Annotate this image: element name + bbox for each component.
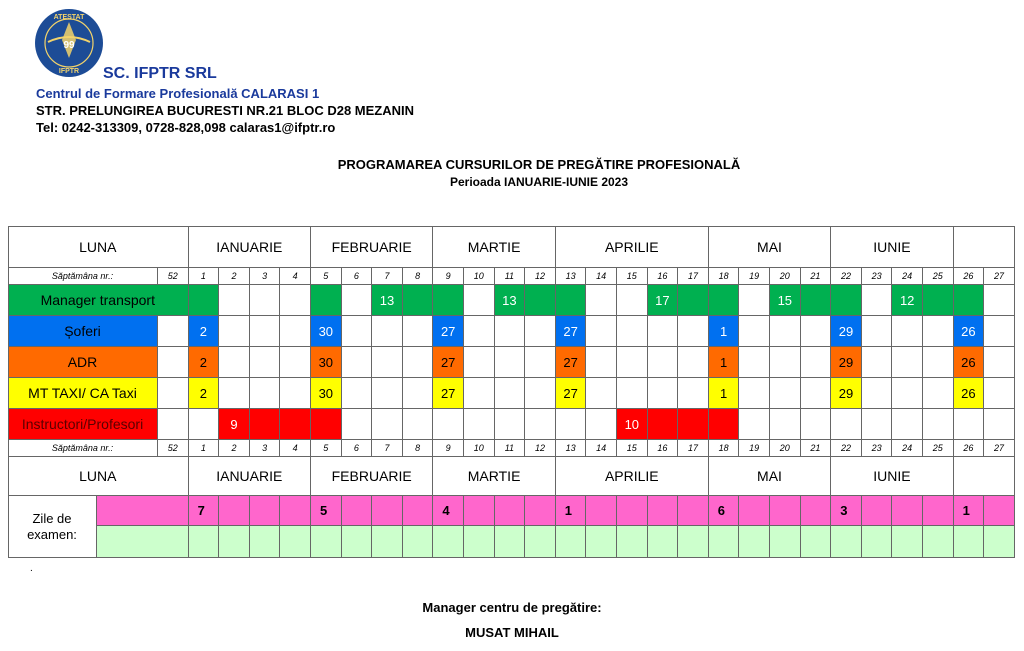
week-cell bbox=[801, 285, 832, 316]
week-number-bottom: 3 bbox=[250, 440, 281, 457]
course-start-date: 26 bbox=[954, 347, 985, 378]
week-number-top: 27 bbox=[984, 268, 1015, 285]
week-cell bbox=[556, 409, 587, 440]
week-number-top: 16 bbox=[648, 268, 679, 285]
exam-days-label: Zile de examen: bbox=[8, 496, 97, 558]
footer-dot: . bbox=[30, 563, 33, 574]
week-number-top: 52 bbox=[158, 268, 189, 285]
exam-day-value: 7 bbox=[189, 496, 220, 526]
exam-cell bbox=[280, 496, 311, 526]
exam-cell bbox=[495, 526, 526, 558]
week-cell bbox=[311, 409, 342, 440]
exam-cell bbox=[801, 496, 832, 526]
exam-cell bbox=[97, 526, 189, 558]
week-cell bbox=[954, 285, 985, 316]
week-number-top: 24 bbox=[892, 268, 923, 285]
week-cell bbox=[586, 285, 617, 316]
week-number-bottom: 7 bbox=[372, 440, 403, 457]
month-header-bottom: IANUARIE bbox=[189, 457, 311, 496]
course-start-date: 2 bbox=[189, 316, 220, 347]
week-cell bbox=[525, 347, 556, 378]
week-number-top: 22 bbox=[831, 268, 862, 285]
document-subtitle: Perioada IANUARIE-IUNIE 2023 bbox=[449, 175, 629, 189]
exam-cell bbox=[372, 526, 403, 558]
week-number-top: 25 bbox=[923, 268, 954, 285]
week-cell bbox=[219, 347, 250, 378]
week-number-top: 5 bbox=[311, 268, 342, 285]
week-number-bottom: 52 bbox=[158, 440, 189, 457]
week-cell bbox=[403, 347, 434, 378]
week-cell bbox=[862, 378, 893, 409]
course-start-date: 26 bbox=[954, 316, 985, 347]
exam-cell bbox=[709, 526, 740, 558]
week-number-top: 15 bbox=[617, 268, 648, 285]
exam-cell bbox=[892, 496, 923, 526]
week-cell bbox=[464, 378, 495, 409]
week-cell bbox=[433, 285, 464, 316]
exam-cell bbox=[648, 526, 679, 558]
week-cell bbox=[770, 409, 801, 440]
week-cell bbox=[219, 316, 250, 347]
week-cell bbox=[403, 285, 434, 316]
course-start-date: 29 bbox=[831, 347, 862, 378]
week-cell bbox=[923, 285, 954, 316]
course-start-date: 15 bbox=[770, 285, 801, 316]
week-number-bottom: 4 bbox=[280, 440, 311, 457]
exam-cell bbox=[892, 526, 923, 558]
week-number-top: 20 bbox=[770, 268, 801, 285]
week-cell bbox=[372, 378, 403, 409]
exam-cell bbox=[648, 496, 679, 526]
document-title: PROGRAMAREA CURSURILOR DE PREGĂTIRE PROFESIONALĂ bbox=[337, 157, 741, 172]
week-cell bbox=[250, 347, 281, 378]
exam-cell bbox=[862, 496, 893, 526]
week-number-top: 19 bbox=[739, 268, 770, 285]
exam-cell bbox=[739, 496, 770, 526]
week-number-bottom: 15 bbox=[617, 440, 648, 457]
week-cell bbox=[678, 347, 709, 378]
week-number-bottom: 9 bbox=[433, 440, 464, 457]
week-cell bbox=[372, 316, 403, 347]
week-number-top: 3 bbox=[250, 268, 281, 285]
week-number-top: 21 bbox=[801, 268, 832, 285]
month-header-top: IANUARIE bbox=[189, 226, 311, 268]
exam-cell bbox=[525, 526, 556, 558]
week-cell bbox=[892, 347, 923, 378]
training-center-name: Centrul de Formare Profesională CALARASI 1 bbox=[36, 86, 320, 101]
week-cell bbox=[280, 409, 311, 440]
exam-cell bbox=[984, 526, 1015, 558]
week-cell bbox=[158, 316, 189, 347]
month-header-bottom: APRILIE bbox=[556, 457, 709, 496]
week-cell bbox=[495, 316, 526, 347]
exam-cell bbox=[250, 496, 281, 526]
week-cell bbox=[862, 285, 893, 316]
week-cell bbox=[739, 316, 770, 347]
course-start-date: 2 bbox=[189, 378, 220, 409]
week-cell bbox=[892, 316, 923, 347]
week-cell bbox=[709, 409, 740, 440]
luna-label-top: LUNA bbox=[8, 226, 189, 268]
course-start-date: 27 bbox=[556, 316, 587, 347]
week-cell bbox=[464, 316, 495, 347]
week-cell bbox=[862, 347, 893, 378]
week-cell bbox=[801, 347, 832, 378]
week-cell bbox=[678, 409, 709, 440]
week-cell bbox=[678, 316, 709, 347]
week-label-top: Săptămâna nr.: bbox=[8, 268, 158, 285]
week-cell bbox=[801, 409, 832, 440]
week-cell bbox=[403, 378, 434, 409]
course-start-date: 1 bbox=[709, 316, 740, 347]
exam-cell bbox=[342, 496, 373, 526]
week-cell bbox=[770, 316, 801, 347]
week-cell bbox=[678, 378, 709, 409]
week-cell bbox=[984, 409, 1015, 440]
week-cell bbox=[923, 378, 954, 409]
week-number-bottom: 20 bbox=[770, 440, 801, 457]
course-start-date: 27 bbox=[556, 347, 587, 378]
exam-cell bbox=[495, 496, 526, 526]
exam-cell bbox=[739, 526, 770, 558]
exam-cell bbox=[556, 526, 587, 558]
company-address: STR. PRELUNGIREA BUCURESTI NR.21 BLOC D28 MEZANIN bbox=[36, 103, 414, 118]
week-number-bottom: 2 bbox=[219, 440, 250, 457]
week-cell bbox=[617, 316, 648, 347]
course-start-date: 27 bbox=[433, 378, 464, 409]
course-start-date: 27 bbox=[433, 347, 464, 378]
exam-cell bbox=[586, 526, 617, 558]
week-cell bbox=[372, 409, 403, 440]
week-cell bbox=[403, 316, 434, 347]
week-cell bbox=[984, 285, 1015, 316]
exam-cell bbox=[464, 526, 495, 558]
week-number-top: 14 bbox=[586, 268, 617, 285]
exam-cell bbox=[342, 526, 373, 558]
week-number-bottom: 12 bbox=[525, 440, 556, 457]
exam-day-value: 5 bbox=[311, 496, 342, 526]
month-header-top: APRILIE bbox=[556, 226, 709, 268]
week-cell bbox=[831, 285, 862, 316]
week-cell bbox=[280, 285, 311, 316]
week-number-bottom: 11 bbox=[495, 440, 526, 457]
week-cell bbox=[342, 378, 373, 409]
course-name-4: MT TAXI/ CA Taxi bbox=[8, 378, 158, 409]
luna-label-bottom: LUNA bbox=[8, 457, 189, 496]
week-cell bbox=[586, 378, 617, 409]
week-number-top: 1 bbox=[189, 268, 220, 285]
exam-cell bbox=[923, 496, 954, 526]
course-start-date: 30 bbox=[311, 316, 342, 347]
week-cell bbox=[464, 347, 495, 378]
month-header-blank-top bbox=[954, 226, 1015, 268]
week-cell bbox=[280, 378, 311, 409]
exam-cell bbox=[219, 496, 250, 526]
exam-cell bbox=[525, 496, 556, 526]
exam-cell bbox=[801, 526, 832, 558]
week-number-bottom: 27 bbox=[984, 440, 1015, 457]
week-cell bbox=[189, 285, 220, 316]
course-start-date: 26 bbox=[954, 378, 985, 409]
exam-cell bbox=[923, 526, 954, 558]
course-name-1: Manager transport bbox=[8, 285, 189, 316]
week-number-bottom: 8 bbox=[403, 440, 434, 457]
week-cell bbox=[158, 378, 189, 409]
week-number-bottom: 21 bbox=[801, 440, 832, 457]
week-number-bottom: 13 bbox=[556, 440, 587, 457]
week-cell bbox=[923, 316, 954, 347]
week-cell bbox=[678, 285, 709, 316]
week-cell bbox=[158, 409, 189, 440]
week-cell bbox=[984, 347, 1015, 378]
week-cell bbox=[831, 409, 862, 440]
week-cell bbox=[495, 409, 526, 440]
week-number-top: 23 bbox=[862, 268, 893, 285]
exam-cell bbox=[984, 496, 1015, 526]
week-number-bottom: 5 bbox=[311, 440, 342, 457]
course-start-date: 9 bbox=[219, 409, 250, 440]
week-cell bbox=[495, 347, 526, 378]
course-start-date: 17 bbox=[648, 285, 679, 316]
week-number-bottom: 17 bbox=[678, 440, 709, 457]
exam-cell bbox=[280, 526, 311, 558]
course-start-date: 30 bbox=[311, 378, 342, 409]
week-number-top: 4 bbox=[280, 268, 311, 285]
week-number-bottom: 14 bbox=[586, 440, 617, 457]
week-cell bbox=[342, 347, 373, 378]
week-cell bbox=[495, 378, 526, 409]
week-number-top: 7 bbox=[372, 268, 403, 285]
week-number-bottom: 19 bbox=[739, 440, 770, 457]
week-cell bbox=[648, 347, 679, 378]
course-start-date: 10 bbox=[617, 409, 648, 440]
week-cell bbox=[617, 285, 648, 316]
week-cell bbox=[556, 285, 587, 316]
logo-text-top: ATESTAT bbox=[53, 14, 85, 21]
exam-cell bbox=[189, 526, 220, 558]
week-number-bottom: 16 bbox=[648, 440, 679, 457]
month-header-top: IUNIE bbox=[831, 226, 953, 268]
month-header-bottom: MARTIE bbox=[433, 457, 555, 496]
week-cell bbox=[862, 316, 893, 347]
signature-name: MUSAT MIHAIL bbox=[465, 625, 559, 640]
month-header-top: MARTIE bbox=[433, 226, 555, 268]
week-number-top: 6 bbox=[342, 268, 373, 285]
week-cell bbox=[586, 316, 617, 347]
week-cell bbox=[189, 409, 220, 440]
exam-cell bbox=[831, 526, 862, 558]
exam-cell bbox=[954, 526, 985, 558]
month-header-blank-bottom bbox=[954, 457, 1015, 496]
week-number-bottom: 25 bbox=[923, 440, 954, 457]
week-cell bbox=[739, 347, 770, 378]
exam-cell bbox=[586, 496, 617, 526]
week-cell bbox=[372, 347, 403, 378]
month-header-top: FEBRUARIE bbox=[311, 226, 433, 268]
month-header-bottom: FEBRUARIE bbox=[311, 457, 433, 496]
week-number-top: 9 bbox=[433, 268, 464, 285]
week-cell bbox=[709, 285, 740, 316]
week-cell bbox=[280, 347, 311, 378]
course-start-date: 29 bbox=[831, 378, 862, 409]
exam-cell bbox=[433, 526, 464, 558]
week-cell bbox=[770, 378, 801, 409]
course-start-date: 12 bbox=[892, 285, 923, 316]
exam-cell bbox=[770, 526, 801, 558]
week-cell bbox=[219, 285, 250, 316]
week-cell bbox=[617, 378, 648, 409]
week-cell bbox=[525, 378, 556, 409]
week-cell bbox=[342, 316, 373, 347]
week-cell bbox=[923, 409, 954, 440]
week-number-top: 10 bbox=[464, 268, 495, 285]
week-number-bottom: 1 bbox=[189, 440, 220, 457]
exam-day-value: 4 bbox=[433, 496, 464, 526]
week-cell bbox=[280, 316, 311, 347]
course-name-5: Instructori/Profesori bbox=[8, 409, 158, 440]
course-name-3: ADR bbox=[8, 347, 158, 378]
week-cell bbox=[586, 347, 617, 378]
course-start-date: 30 bbox=[311, 347, 342, 378]
exam-cell bbox=[770, 496, 801, 526]
week-number-bottom: 18 bbox=[709, 440, 740, 457]
course-start-date: 2 bbox=[189, 347, 220, 378]
week-cell bbox=[739, 285, 770, 316]
exam-cell bbox=[678, 496, 709, 526]
week-number-top: 11 bbox=[495, 268, 526, 285]
week-number-bottom: 26 bbox=[954, 440, 985, 457]
exam-cell bbox=[219, 526, 250, 558]
course-name-2: Șoferi bbox=[8, 316, 158, 347]
week-cell bbox=[801, 378, 832, 409]
exam-cell bbox=[311, 526, 342, 558]
week-number-bottom: 6 bbox=[342, 440, 373, 457]
week-number-bottom: 22 bbox=[831, 440, 862, 457]
week-cell bbox=[250, 316, 281, 347]
week-cell bbox=[617, 347, 648, 378]
week-cell bbox=[984, 316, 1015, 347]
signature-role: Manager centru de pregătire: bbox=[422, 600, 602, 615]
exam-cell bbox=[250, 526, 281, 558]
week-cell bbox=[342, 409, 373, 440]
week-cell bbox=[648, 409, 679, 440]
week-cell bbox=[892, 378, 923, 409]
week-cell bbox=[525, 316, 556, 347]
course-start-date: 13 bbox=[495, 285, 526, 316]
week-number-top: 13 bbox=[556, 268, 587, 285]
logo-text-bottom: IFPTR bbox=[58, 68, 80, 75]
week-cell bbox=[739, 409, 770, 440]
week-cell bbox=[219, 378, 250, 409]
month-header-top: MAI bbox=[709, 226, 831, 268]
exam-day-value: 1 bbox=[556, 496, 587, 526]
exam-cell bbox=[403, 526, 434, 558]
exam-cell bbox=[464, 496, 495, 526]
week-cell bbox=[525, 409, 556, 440]
course-start-date: 1 bbox=[709, 378, 740, 409]
month-header-bottom: MAI bbox=[709, 457, 831, 496]
company-contact: Tel: 0242-313309, 0728-828,098 calaras1@ifptr.ro bbox=[36, 120, 336, 135]
exam-day-value: 6 bbox=[709, 496, 740, 526]
week-cell bbox=[464, 285, 495, 316]
logo-text-mid: 99 bbox=[63, 40, 75, 51]
week-cell bbox=[770, 347, 801, 378]
week-number-top: 12 bbox=[525, 268, 556, 285]
course-start-date: 1 bbox=[709, 347, 740, 378]
week-cell bbox=[586, 409, 617, 440]
week-number-top: 8 bbox=[403, 268, 434, 285]
week-cell bbox=[862, 409, 893, 440]
week-cell bbox=[954, 409, 985, 440]
week-cell bbox=[648, 316, 679, 347]
week-cell bbox=[892, 409, 923, 440]
week-number-top: 26 bbox=[954, 268, 985, 285]
week-number-bottom: 10 bbox=[464, 440, 495, 457]
week-cell bbox=[433, 409, 464, 440]
course-start-date: 13 bbox=[372, 285, 403, 316]
week-cell bbox=[311, 285, 342, 316]
week-cell bbox=[648, 378, 679, 409]
exam-day-value: 3 bbox=[831, 496, 862, 526]
course-start-date: 16 bbox=[250, 285, 281, 316]
company-name: SC. IFPTR SRL bbox=[103, 65, 217, 82]
month-header-bottom: IUNIE bbox=[831, 457, 953, 496]
week-cell bbox=[342, 285, 373, 316]
week-cell bbox=[984, 378, 1015, 409]
exam-cell bbox=[617, 496, 648, 526]
course-start-date: 27 bbox=[433, 316, 464, 347]
week-cell bbox=[158, 347, 189, 378]
week-cell bbox=[739, 378, 770, 409]
exam-cell bbox=[403, 496, 434, 526]
exam-cell bbox=[617, 526, 648, 558]
week-cell bbox=[464, 409, 495, 440]
course-start-date: 27 bbox=[556, 378, 587, 409]
week-cell bbox=[250, 409, 281, 440]
week-number-bottom: 24 bbox=[892, 440, 923, 457]
week-cell bbox=[923, 347, 954, 378]
week-number-bottom: 23 bbox=[862, 440, 893, 457]
exam-cell bbox=[97, 496, 189, 526]
week-cell bbox=[250, 378, 281, 409]
week-cell bbox=[801, 316, 832, 347]
exam-cell bbox=[678, 526, 709, 558]
exam-day-value: 1 bbox=[954, 496, 985, 526]
exam-cell bbox=[862, 526, 893, 558]
week-cell bbox=[403, 409, 434, 440]
week-cell bbox=[525, 285, 556, 316]
week-number-top: 2 bbox=[219, 268, 250, 285]
week-number-top: 18 bbox=[709, 268, 740, 285]
course-start-date: 29 bbox=[831, 316, 862, 347]
week-number-top: 17 bbox=[678, 268, 709, 285]
exam-cell bbox=[372, 496, 403, 526]
week-label-bottom: Săptămâna nr.: bbox=[8, 440, 158, 457]
